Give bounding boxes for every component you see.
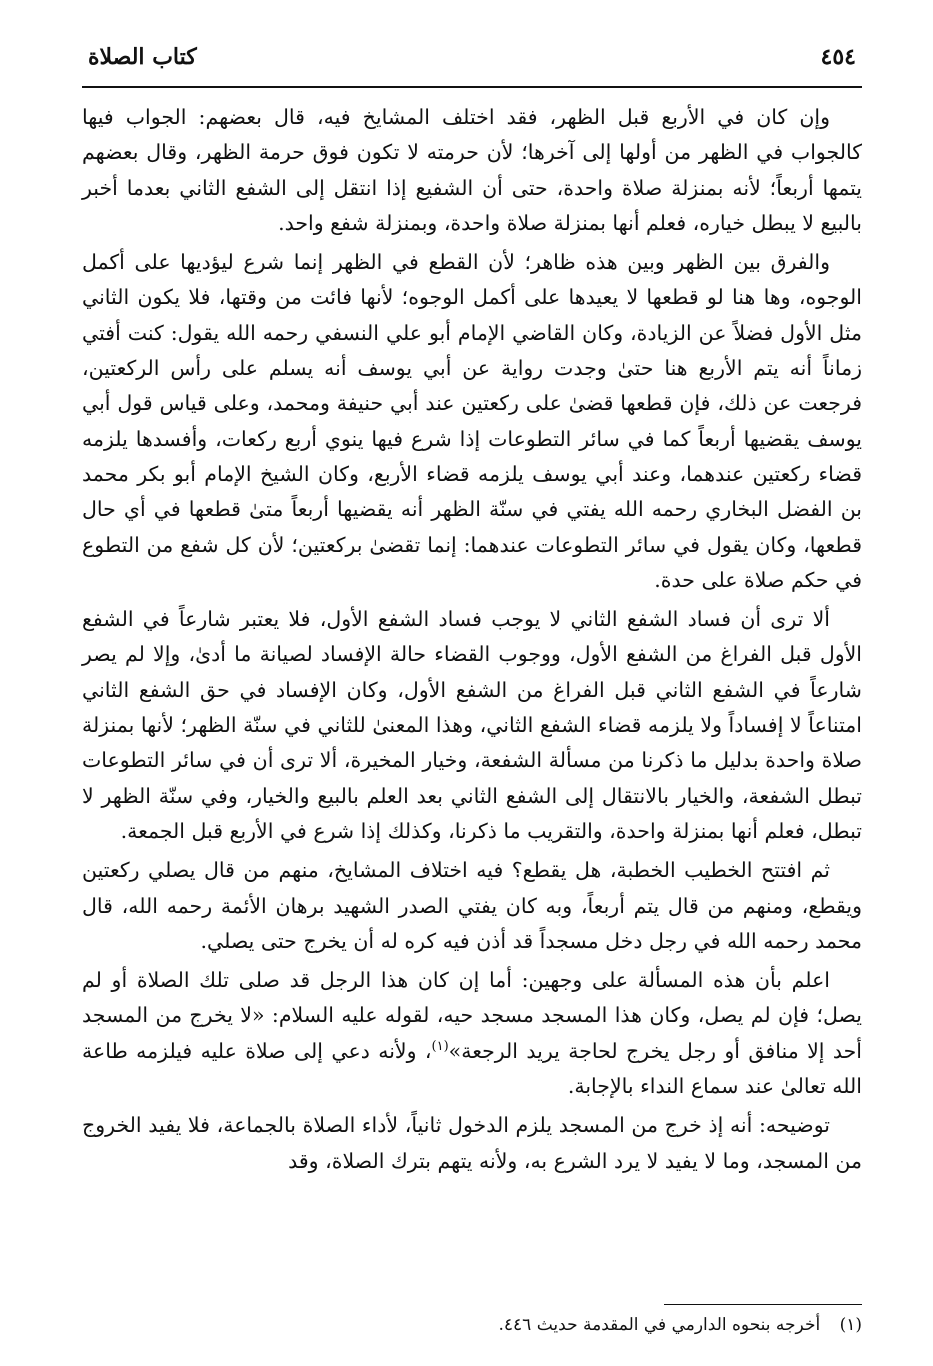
paragraph-4: ثم افتتح الخطيب الخطبة، هل يقطع؟ فيه اختلاف المشايخ، منهم من قال يصلي ركعتين ويقطع، ومنهم من قال يتم أربعاً، وبه كان يفتي الصدر الشهيد برهان الأئمة رحمه الله، قال محمد رحمه الله في رجل دخل مسجداً قد أذن فيه كره له أن يخرج حتى يصلي. xyxy=(82,858,862,953)
paragraph-1: وإن كان في الأربع قبل الظهر، فقد اختلف المشايخ فيه، قال بعضهم: الجواب فيها كالجواب في الظهر من أولها إلى آخرها؛ لأن حرمته لا تكون فوق حرمة الظهر، وقال بعضهم يتمها أربعاً؛ لأنه بمنزلة صلاة واحدة، حتى أن الشفيع إذا انتقل إلى الشفع الثاني بعدما أخبر بالبيع لا يبطل خياره، فعلم أنها بمنزلة صلاة واحدة، وبمنزلة شفع واحد. xyxy=(82,105,862,235)
page-number: ٤٥٤ xyxy=(820,44,856,70)
footnote-number: (١) xyxy=(839,1315,862,1335)
paragraph-2: والفرق بين الظهر وبين هذه ظاهر؛ لأن القطع في الظهر إنما شرع ليؤديها على أكمل الوجوه، وها هنا لو قطعها لا يعيدها على أكمل الوجوه؛ لأنها فائت من وقتها، فلا يكون الثاني مثل الأول فضلاً عن الزيادة، وكان القاضي الإمام أبو علي النسفي رحمه الله يقول: كنت أفتي زماناً أنه يتم الأربع هنا حتىٰ وجدت رواية عن أبي يوسف أنه يسلم على رأس الركعتين، فرجعت عن ذلك، فإن قطعها قضىٰ على ركعتين عند أبي حنيفة ومحمد، وعلى قياس قول أبي يوسف يقضيها أربعاً كما في سائر التطوعات إذا شرع فيها ينوي أربع ركعات، وأفسدها يلزمه قضاء ركعتين عندهما، وعند أبي يوسف يلزمه قضاء الأربع، وكان الشيخ الإمام أبو بكر محمد بن الفضل البخاري رحمه الله يفتي في سنّة الظهر أنه يقضيها أربعاً متىٰ قطعها في أي حال قطعها، وكان يقول في سائر التطوعات عندهما: إنما تقضىٰ بركعتين؛ لأن كل شفع من التطوع في حكم صلاة على حدة. xyxy=(82,250,862,592)
paragraph-3: ألا ترى أن فساد الشفع الثاني لا يوجب فساد الشفع الأول، فلا يعتبر شارعاً في الشفع الأول قبل الفراغ من الشفع الأول، ووجوب القضاء حالة الإفساد لصيانة ما أدىٰ، وإلا لم يصر شارعاً في الشفع الثاني قبل الفراغ من الشفع الأول، وكان الإفساد في حق الشفع الثاني امتناعاً لا إفساداً ولا يلزمه قضاء الشفع الثاني، وهذا المعنىٰ للثاني في سنّة الظهر؛ لأنها بمنزلة صلاة واحدة بدليل ما ذكرنا من مسألة الشفعة، وخيار المخيرة، ألا ترى أن في سائر التطوعات تبطل الشفعة، والخيار بالانتقال إلى الشفع الثاني بعد العلم بالبيع والخيار، وفي سنّة الظهر لا تبطل، فعلم أنها بمنزلة واحدة، والتقريب ما ذكرنا، وكذلك إذا شرع في الأربع قبل الجمعة. xyxy=(82,607,862,843)
footnote xyxy=(82,1312,862,1338)
footnote-text: أخرجه بنحوه الدارمي في المقدمة حديث ٤٤٦. xyxy=(498,1315,821,1335)
book-title: كتاب الصلاة xyxy=(88,44,197,70)
body-text xyxy=(82,100,862,1183)
paragraph-5 xyxy=(82,963,862,1104)
header-rule xyxy=(82,86,862,88)
footnote-marker: (١) xyxy=(431,1038,449,1054)
page-header xyxy=(82,38,862,78)
paragraph-6: توضيحه: أنه إذ خرج من المسجد يلزم الدخول ثانياً، لأداء الصلاة بالجماعة، فلا يفيد الخروج من المسجد، وما لا يفيد لا يرد الشرع به، ولأنه يتهم بترك الصلاة، وقد xyxy=(82,1113,862,1173)
paragraph-5-main: اعلم بأن هذه المسألة على وجهين: أما إن كان هذا الرجل قد صلى تلك الصلاة أو لم يصل؛ فإن لم يصل، وكان هذا المسجد مسجد حيه، لقوله عليه السلام: «لا يخرج من المسجد أحد إلا منافق أو رجل يخرج لحاجة يريد الرجعة» xyxy=(82,968,862,1063)
paragraph-5-tail: ، ولأنه دعي إلى صلاة عليه فيلزمه طاعة الله تعالىٰ عند سماع النداء بالإجابة. xyxy=(82,1038,862,1099)
footnote-rule xyxy=(664,1304,862,1305)
